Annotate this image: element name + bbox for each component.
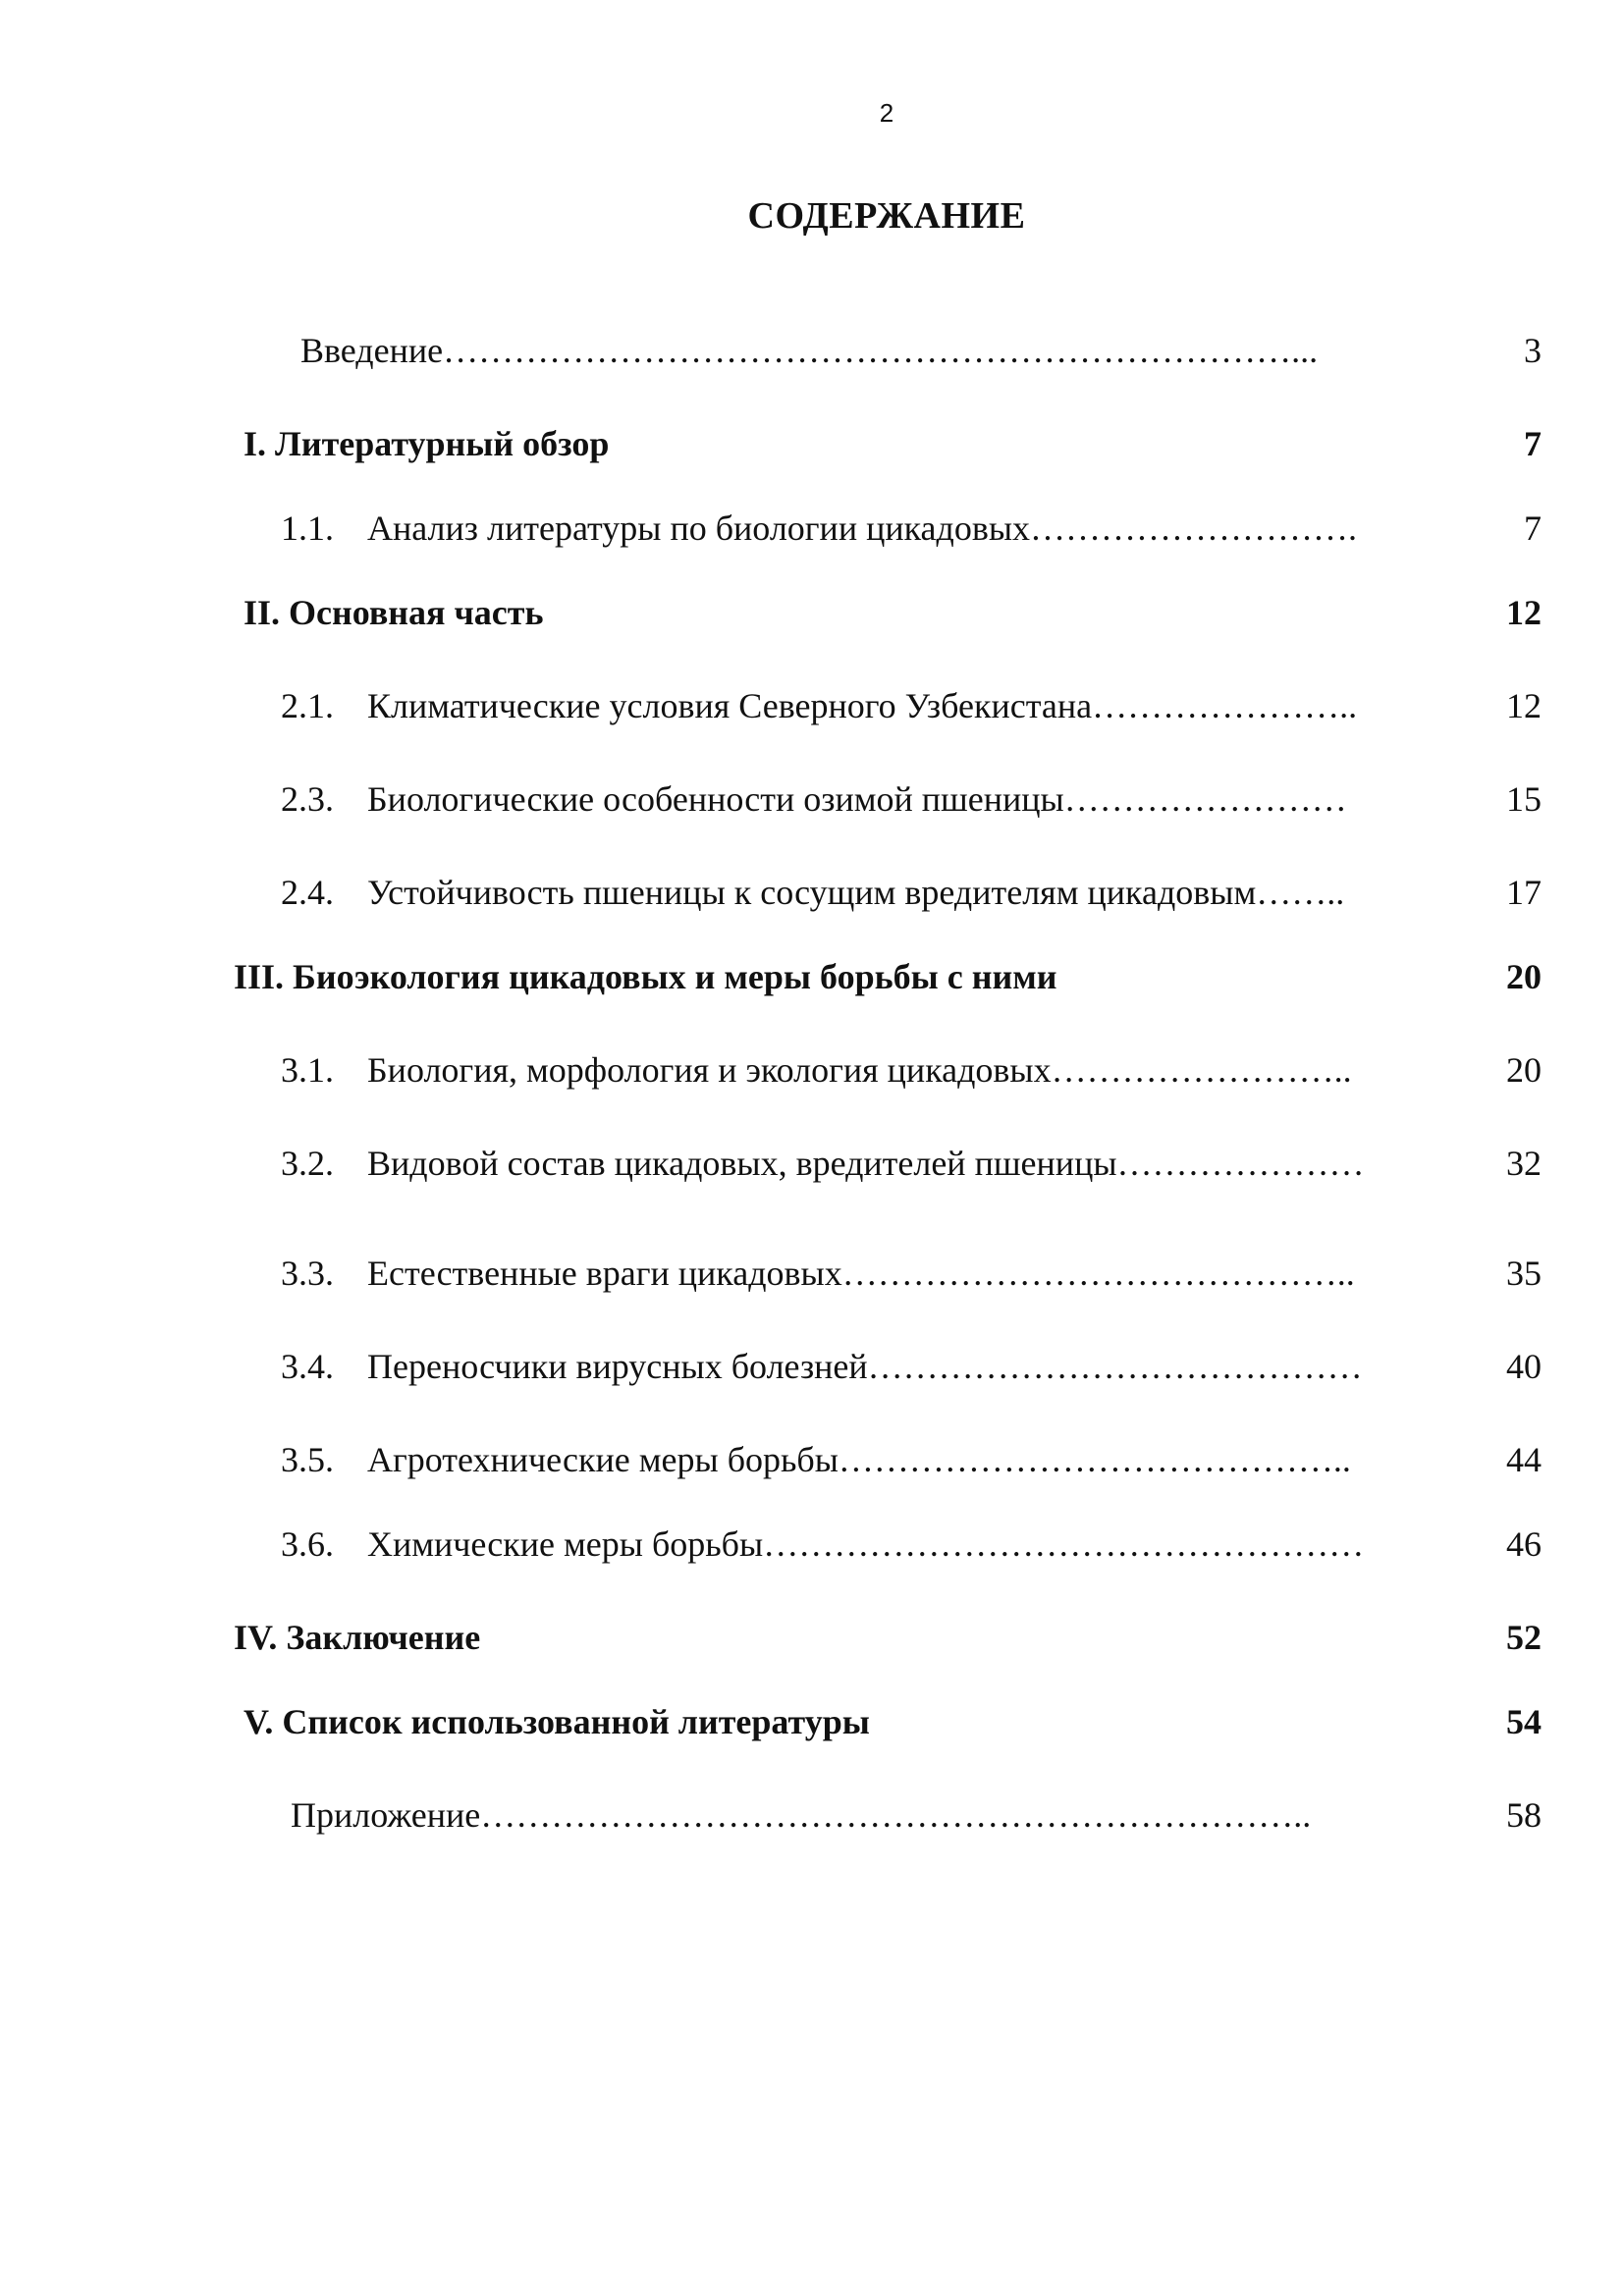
toc-entry-page: 20 <box>1506 957 1542 996</box>
toc-entry-text: Анализ литературы по биологии цикадовых………………………. <box>367 508 1358 548</box>
toc-entry-number: 3.4. <box>281 1347 334 1386</box>
toc-entry-2-4 <box>0 869 1624 916</box>
toc-entry-number: 3.3. <box>281 1254 334 1293</box>
toc-entry-3-4 <box>0 1343 1624 1390</box>
toc-entry-page: 7 <box>1524 424 1542 463</box>
toc-entry-2-1 <box>0 682 1624 729</box>
toc-section-4 <box>0 1614 1624 1661</box>
toc-entry-page: 54 <box>1506 1702 1542 1741</box>
page-number: 2 <box>879 98 894 128</box>
toc-entry-2-3 <box>0 775 1624 823</box>
toc-entry-text: Химические меры борьбы…………………………………………… <box>367 1524 1365 1564</box>
toc-entry-text: Приложение…………………………………………………………….. <box>291 1795 1312 1835</box>
toc-entry-page: 52 <box>1506 1618 1542 1657</box>
toc-entry-appendix <box>0 1791 1624 1839</box>
toc-section-title: I. Литературный обзор <box>244 424 610 463</box>
toc-entry-number: 1.1. <box>281 508 334 548</box>
toc-entry-text: Биологические особенности озимой пшеницы…………………… <box>367 779 1347 819</box>
toc-entry-text: Устойчивость пшеницы к сосущим вредителям цикадовым…….. <box>367 873 1345 912</box>
toc-section-1 <box>0 420 1624 467</box>
toc-entry-page: 32 <box>1506 1144 1542 1183</box>
toc-entry-text: Переносчики вирусных болезней…………………………………… <box>367 1347 1363 1386</box>
toc-entry-page: 3 <box>1524 331 1542 370</box>
toc-entry-page: 44 <box>1506 1440 1542 1479</box>
toc-entry-3-2 <box>0 1140 1624 1187</box>
toc-entry-number: 3.5. <box>281 1440 334 1479</box>
toc-entry-3-5 <box>0 1436 1624 1483</box>
toc-entry-page: 46 <box>1506 1524 1542 1564</box>
toc-title: СОДЕРЖАНИЕ <box>747 195 1026 237</box>
toc-entry-number: 3.2. <box>281 1144 334 1183</box>
toc-section-3 <box>0 953 1624 1000</box>
toc-section-2 <box>0 589 1624 636</box>
toc-entry-page: 20 <box>1506 1050 1542 1090</box>
toc-entry-text: Агротехнические меры борьбы…………………………………….. <box>367 1440 1351 1479</box>
toc-entry-number: 3.1. <box>281 1050 334 1090</box>
toc-entry-page: 35 <box>1506 1254 1542 1293</box>
toc-entry-page: 12 <box>1506 686 1542 725</box>
toc-entry-number: 2.3. <box>281 779 334 819</box>
toc-entry-page: 7 <box>1524 508 1542 548</box>
toc-section-5 <box>0 1698 1624 1745</box>
toc-entry-number: 2.4. <box>281 873 334 912</box>
toc-entry-3-3 <box>0 1250 1624 1297</box>
toc-entry-page: 15 <box>1506 779 1542 819</box>
toc-entry-introduction <box>0 327 1624 374</box>
toc-entry-number: 3.6. <box>281 1524 334 1564</box>
toc-entry-number: 2.1. <box>281 686 334 725</box>
toc-entry-3-6 <box>0 1521 1624 1568</box>
toc-entry-text: Климатические условия Северного Узбекистана………………….. <box>367 686 1358 725</box>
toc-section-title: III. Биоэкология цикадовых и меры борьбы с ними <box>234 957 1057 996</box>
toc-section-title: IV. Заключение <box>234 1618 481 1657</box>
toc-section-title: V. Список использованной литературы <box>244 1702 870 1741</box>
toc-section-title: II. Основная часть <box>244 593 544 632</box>
toc-entry-3-1 <box>0 1046 1624 1094</box>
toc-entry-page: 12 <box>1506 593 1542 632</box>
toc-entry-page: 58 <box>1506 1795 1542 1835</box>
toc-entry-text: Биология, морфология и экология цикадовых…………………….. <box>367 1050 1352 1090</box>
toc-entry-1-1 <box>0 505 1624 552</box>
toc-entry-page: 17 <box>1506 873 1542 912</box>
toc-entry-text: Видовой состав цикадовых, вредителей пшеницы………………… <box>367 1144 1365 1183</box>
toc-entry-text: Введение………………………………………………………………... <box>300 331 1319 370</box>
toc-entry-text: Естественные враги цикадовых…………………………………….. <box>367 1254 1355 1293</box>
toc-entry-page: 40 <box>1506 1347 1542 1386</box>
